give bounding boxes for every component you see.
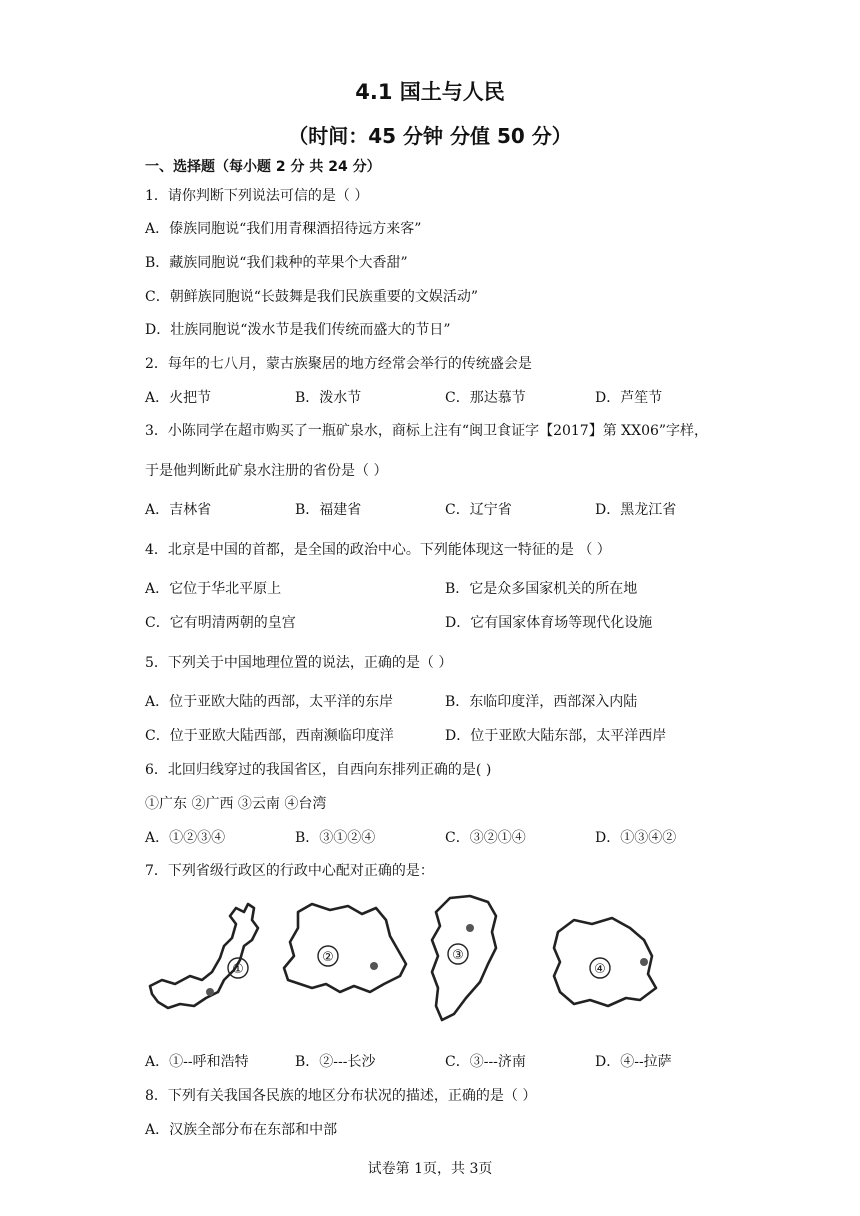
question-7-option-b: B．②---长沙 <box>295 1054 376 1070</box>
question-4-option-d: D．它有国家体育场等现代化设施 <box>445 615 653 631</box>
question-3-option-c: C．辽宁省 <box>445 502 512 518</box>
capital-dot-3 <box>466 924 474 932</box>
map-label-2: ② <box>322 950 334 965</box>
question-6-option-b: B．③①②④ <box>295 830 376 846</box>
question-6-option-d: D．①③④② <box>595 830 677 846</box>
section-heading: 一、选择题（每小题 2 分 共 24 分） <box>145 159 381 175</box>
question-5-stem: 5．下列关于中国地理位置的说法，正确的是（ ） <box>145 655 453 671</box>
question-1-option-c: C．朝鲜族同胞说“长鼓舞是我们民族重要的文娱活动” <box>145 289 479 305</box>
capital-dot-1 <box>206 988 214 996</box>
question-6-stem: 6．北回归线穿过的我国省区，自西向东排列正确的是( ) <box>145 762 492 778</box>
question-5-option-b: B．东临印度洋，西部深入内陆 <box>445 694 638 710</box>
question-3-option-a: A．吉林省 <box>145 502 212 518</box>
page-subtitle: （时间：45 分钟 分值 50 分） <box>288 124 572 148</box>
question-5-option-d: D．位于亚欧大陆东部，太平洋西岸 <box>445 728 667 744</box>
question-7-option-d: D．④--拉萨 <box>595 1054 672 1070</box>
question-4-stem: 4．北京是中国的首都，是全国的政治中心。下列能体现这一特征的是 （ ） <box>145 542 611 558</box>
question-3-option-b: B．福建省 <box>295 502 362 518</box>
question-6-items: ①广东 ②广西 ③云南 ④台湾 <box>145 796 327 812</box>
question-2-option-c: C．那达慕节 <box>445 390 526 406</box>
question-5-option-c: C．位于亚欧大陆西部，西南濒临印度洋 <box>145 728 394 744</box>
question-4-option-a: A．它位于华北平原上 <box>145 581 282 597</box>
capital-dot-2 <box>370 962 378 970</box>
question-1-option-b: B．藏族同胞说“我们栽种的苹果个大香甜” <box>145 255 408 271</box>
question-8-stem: 8．下列有关我国各民族的地区分布状况的描述，正确的是（ ） <box>145 1088 537 1104</box>
question-8-option-a: A．汉族全部分布在东部和中部 <box>145 1122 338 1138</box>
question-3-stem: 3．小陈同学在超市购买了一瓶矿泉水，商标上注有“闽卫食证字【2017】第 XX06”字样， <box>145 423 709 439</box>
question-6-option-c: C．③②①④ <box>445 830 526 846</box>
province-map-1 <box>150 904 258 1008</box>
question-3-option-d: D．黑龙江省 <box>595 502 677 518</box>
question-3-stem-cont: 于是他判断此矿泉水注册的省份是（ ） <box>145 463 388 479</box>
question-1-stem: 1．请你判断下列说法可信的是（ ） <box>145 188 369 204</box>
map-label-1: ① <box>232 962 244 977</box>
question-4-option-b: B．它是众多国家机关的所在地 <box>445 581 638 597</box>
province-map-3 <box>432 896 496 1020</box>
question-7-option-a: A．①--呼和浩特 <box>145 1054 249 1070</box>
question-2-option-d: D．芦笙节 <box>595 390 663 406</box>
page-title: 4.1 国土与人民 <box>355 80 505 104</box>
question-1-option-a: A．傣族同胞说“我们用青稞酒招待远方来客” <box>145 221 422 237</box>
question-2-option-a: A．火把节 <box>145 390 212 406</box>
map-label-4: ④ <box>594 962 606 977</box>
question-7-stem: 7．下列省级行政区的行政中心配对正确的是： <box>145 863 434 879</box>
question-2-option-b: B．泼水节 <box>295 390 362 406</box>
question-1-option-d: D．壮族同胞说“泼水节是我们传统而盛大的节日” <box>145 322 451 338</box>
question-7-option-c: C．③---济南 <box>445 1054 526 1070</box>
question-5-option-a: A．位于亚欧大陆的西部，太平洋的东岸 <box>145 694 394 710</box>
province-map-2 <box>284 904 406 992</box>
question-4-option-c: C．它有明清两朝的皇宫 <box>145 615 296 631</box>
question-6-option-a: A．①②③④ <box>145 830 226 846</box>
page-footer: 试卷第 1页，共 3页 <box>367 1161 493 1177</box>
province-outline-maps <box>140 888 680 1036</box>
map-label-3: ③ <box>452 948 464 963</box>
capital-dot-4 <box>640 958 648 966</box>
question-2-stem: 2．每年的七八月，蒙古族聚居的地方经常会举行的传统盛会是 <box>145 356 532 372</box>
